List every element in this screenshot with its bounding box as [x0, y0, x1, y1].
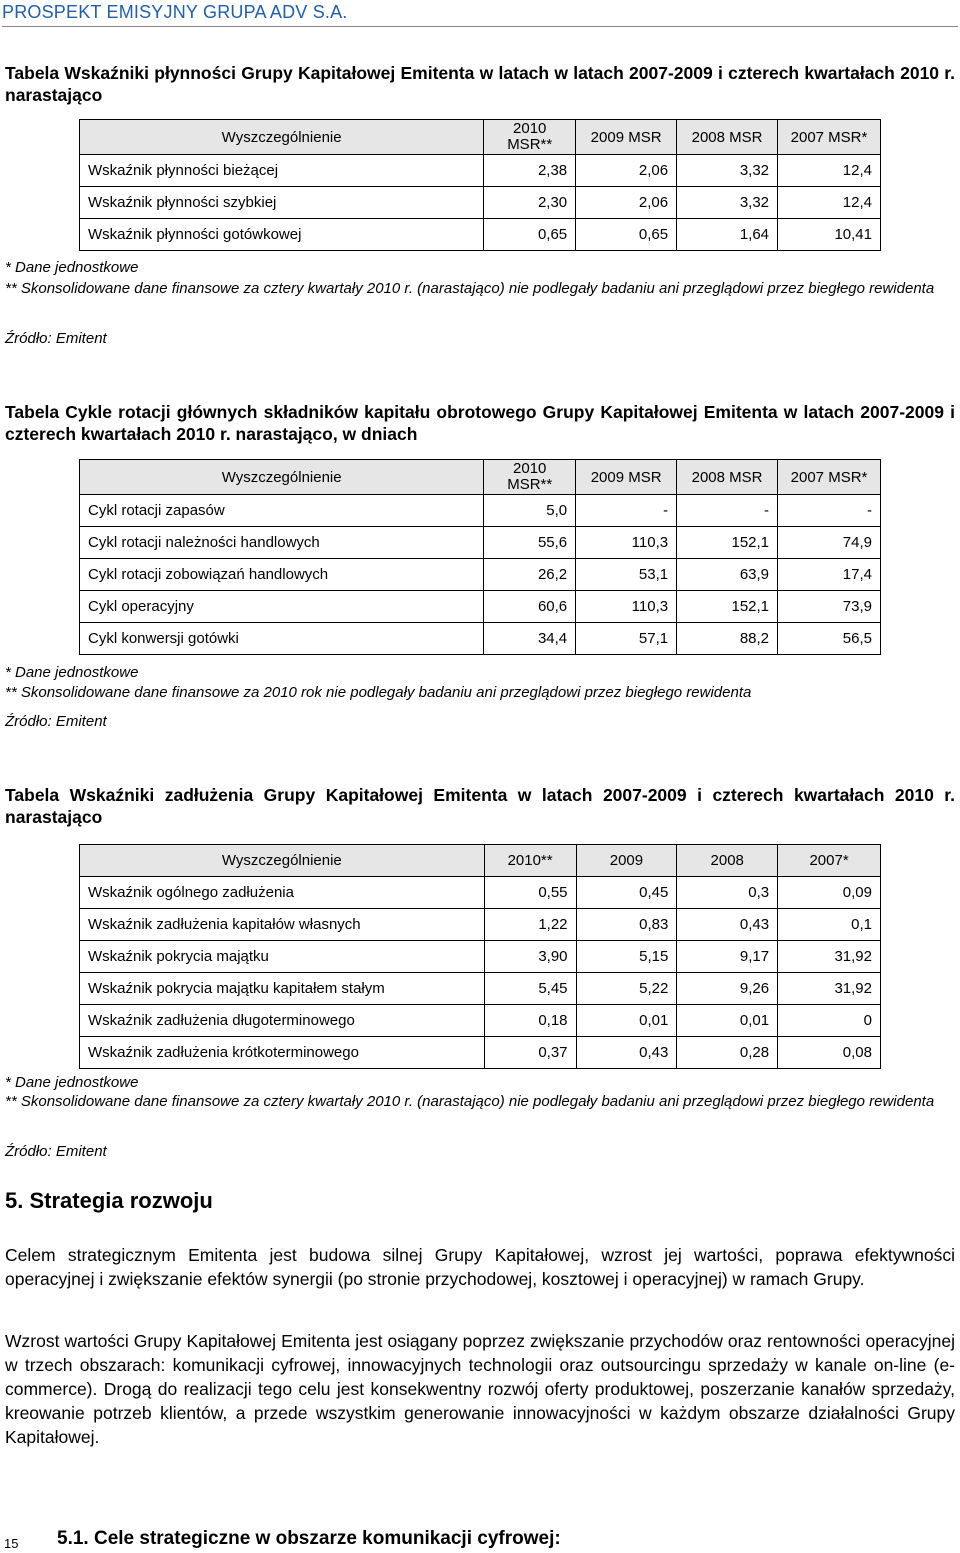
table-row: [80, 941, 881, 973]
cell-value: 12,4: [778, 155, 881, 187]
table-row: [80, 973, 881, 1005]
column-header: 2009 MSR: [576, 460, 677, 495]
cell-value: 34,4: [484, 623, 576, 655]
row-label: Cykl rotacji należności handlowych: [80, 527, 484, 559]
cell-value: 0: [778, 1005, 881, 1037]
cell-value: 5,22: [576, 973, 677, 1005]
column-header: 2008 MSR: [677, 120, 778, 155]
section-paragraph-2: Wzrost wartości Grupy Kapitałowej Emitenta jest osiągany poprzez zwiększanie przychodów oraz rentowności operacyjnej w trzech obszarach: komunikacji cyfrowej, innowacyjnych technologii oraz outsourcingu sprzedaży w kanale on-line (e-commerce). Drogą do realizacji tego celu jest konsekwentny rozwój oferty produktowej, poszerzanie kanałów sprzedaży, kreowanie potrzeb klientów, a przede wszystkim generowanie innowacyjności w każdym obszarze działalności Grupy Kapitałowej.: [5, 1331, 955, 1447]
row-label: Wskaźnik pokrycia majątku kapitałem stałym: [80, 973, 485, 1005]
cell-value: 0,43: [677, 909, 778, 941]
cell-value: 5,15: [576, 941, 677, 973]
cell-value: 1,64: [677, 219, 778, 251]
table-row: [80, 1037, 881, 1069]
cell-value: 0,45: [576, 877, 677, 909]
row-label: Cykl rotacji zapasów: [80, 495, 484, 527]
cell-value: 0,1: [778, 909, 881, 941]
column-header: Wyszczególnienie: [80, 845, 485, 877]
debt-table: [79, 844, 881, 1069]
cell-value: 0,18: [484, 1005, 576, 1037]
page-number: 15: [4, 1536, 19, 1551]
row-label: Wskaźnik ogólnego zadłużenia: [80, 877, 485, 909]
cell-value: 0,09: [778, 877, 881, 909]
cell-value: 110,3: [576, 527, 677, 559]
cell-value: 88,2: [677, 623, 778, 655]
table-row: [80, 155, 881, 187]
cell-value: 63,9: [677, 559, 778, 591]
cell-value: 57,1: [576, 623, 677, 655]
cell-value: 110,3: [576, 591, 677, 623]
subsection-heading: 5.1. Cele strategiczne w obszarze komunikacji cyfrowej:: [57, 1528, 561, 1549]
column-header: 2007 MSR*: [778, 120, 881, 155]
liquidity-note-2: ** Skonsolidowane dane finansowe za cztery kwartały 2010 r. (narastająco) nie podlegały badaniu ani przeglądowi przez biegłego rewidenta: [5, 280, 935, 297]
cell-value: 0,55: [484, 877, 576, 909]
cell-value: -: [576, 495, 677, 527]
cell-value: 17,4: [778, 559, 881, 591]
column-header: 2008 MSR: [677, 460, 778, 495]
cell-value: 0,43: [576, 1037, 677, 1069]
liquidity-table: [79, 119, 881, 251]
debt-note-1: * Dane jednostkowe: [5, 1074, 139, 1091]
cell-value: 0,83: [576, 909, 677, 941]
table-row: [80, 187, 881, 219]
column-header: 2009 MSR: [576, 120, 677, 155]
cell-value: 12,4: [778, 187, 881, 219]
table-row: [80, 495, 881, 527]
cycles-note-1: * Dane jednostkowe: [5, 664, 139, 681]
row-label: Cykl operacyjny: [80, 591, 484, 623]
table-row: [80, 909, 881, 941]
cell-value: 0,01: [576, 1005, 677, 1037]
cell-value: 0,01: [677, 1005, 778, 1037]
column-header: 2010 MSR**: [484, 460, 576, 495]
liquidity-source: Źródło: Emitent: [5, 330, 107, 347]
row-label: Wskaźnik płynności szybkiej: [80, 187, 484, 219]
cycles-source: Źródło: Emitent: [5, 713, 107, 730]
table-header-row: [80, 460, 881, 495]
cell-value: 0,65: [484, 219, 576, 251]
row-label: Cykl rotacji zobowiązań handlowych: [80, 559, 484, 591]
liquidity-note-1: * Dane jednostkowe: [5, 259, 139, 276]
cell-value: 56,5: [778, 623, 881, 655]
column-header: 2010 MSR**: [484, 120, 576, 155]
cell-value: 2,06: [576, 187, 677, 219]
cell-value: 10,41: [778, 219, 881, 251]
header-divider: [2, 26, 958, 27]
debt-note-2: ** Skonsolidowane dane finansowe za cztery kwartały 2010 r. (narastająco) nie podlegały badaniu ani przeglądowi przez biegłego rewidenta: [5, 1093, 935, 1110]
debt-source: Źródło: Emitent: [5, 1143, 107, 1160]
cell-value: 3,90: [484, 941, 576, 973]
column-header: 2008: [677, 845, 778, 877]
cell-value: 0,65: [576, 219, 677, 251]
cell-value: 0,37: [484, 1037, 576, 1069]
cell-value: 1,22: [484, 909, 576, 941]
liquidity-table-title: Tabela Wskaźniki płynności Grupy Kapitałowej Emitenta w latach w latach 2007-2009 i czterech kwartałach 2010 r. narastająco: [5, 63, 955, 105]
cell-value: 152,1: [677, 527, 778, 559]
section-paragraph-1: Celem strategicznym Emitenta jest budowa silnej Grupy Kapitałowej, wzrost jej wartości, poprawa efektywności operacyjnej i zwiększanie efektów synergii (po stronie przychodowej, kosztowej i operacyjnej) w ramach Grupy.: [5, 1245, 955, 1289]
column-header: 2009: [576, 845, 677, 877]
column-header: 2007 MSR*: [778, 460, 881, 495]
cell-value: -: [677, 495, 778, 527]
cell-value: 3,32: [677, 187, 778, 219]
cycles-table-title: Tabela Cykle rotacji głównych składników kapitału obrotowego Grupy Kapitałowej Emitenta w latach 2007-2009 i czterech kwartałach 2010 r. narastająco, w dniach: [5, 402, 955, 444]
cell-value: 3,32: [677, 155, 778, 187]
cell-value: 31,92: [778, 941, 881, 973]
cell-value: 31,92: [778, 973, 881, 1005]
cycles-note-2: ** Skonsolidowane dane finansowe za 2010 rok nie podlegały badaniu ani przeglądowi przez biegłego rewidenta: [5, 684, 752, 701]
column-header: 2010**: [484, 845, 576, 877]
debt-table-title: Tabela Wskaźniki zadłużenia Grupy Kapitałowej Emitenta w latach 2007-2009 i czterech kwartałach 2010 r. narastająco: [5, 785, 955, 827]
row-label: Wskaźnik zadłużenia długoterminowego: [80, 1005, 485, 1037]
table-row: [80, 591, 881, 623]
table-row: [80, 559, 881, 591]
cell-value: 73,9: [778, 591, 881, 623]
cell-value: -: [778, 495, 881, 527]
table-row: [80, 527, 881, 559]
cell-value: 2,06: [576, 155, 677, 187]
cycles-table: [79, 459, 881, 655]
row-label: Wskaźnik płynności gotówkowej: [80, 219, 484, 251]
cell-value: 74,9: [778, 527, 881, 559]
row-label: Wskaźnik pokrycia majątku: [80, 941, 485, 973]
row-label: Wskaźnik zadłużenia krótkoterminowego: [80, 1037, 485, 1069]
table-row: [80, 219, 881, 251]
table-row: [80, 1005, 881, 1037]
cell-value: 53,1: [576, 559, 677, 591]
column-header: Wyszczególnienie: [80, 460, 484, 495]
cell-value: 5,0: [484, 495, 576, 527]
document-header: PROSPEKT EMISYJNY GRUPA ADV S.A.: [2, 2, 348, 22]
table-row: [80, 877, 881, 909]
cell-value: 0,3: [677, 877, 778, 909]
column-header: 2007*: [778, 845, 881, 877]
row-label: Wskaźnik zadłużenia kapitałów własnych: [80, 909, 485, 941]
column-header: Wyszczególnienie: [80, 120, 484, 155]
cell-value: 152,1: [677, 591, 778, 623]
table-header-row: [80, 845, 881, 877]
row-label: Wskaźnik płynności bieżącej: [80, 155, 484, 187]
cell-value: 9,26: [677, 973, 778, 1005]
cell-value: 0,08: [778, 1037, 881, 1069]
cell-value: 2,30: [484, 187, 576, 219]
table-header-row: [80, 120, 881, 155]
cell-value: 5,45: [484, 973, 576, 1005]
table-row: [80, 623, 881, 655]
cell-value: 26,2: [484, 559, 576, 591]
cell-value: 60,6: [484, 591, 576, 623]
cell-value: 0,28: [677, 1037, 778, 1069]
section-heading: 5. Strategia rozwoju: [5, 1188, 213, 1213]
cell-value: 2,38: [484, 155, 576, 187]
cell-value: 9,17: [677, 941, 778, 973]
row-label: Cykl konwersji gotówki: [80, 623, 484, 655]
cell-value: 55,6: [484, 527, 576, 559]
